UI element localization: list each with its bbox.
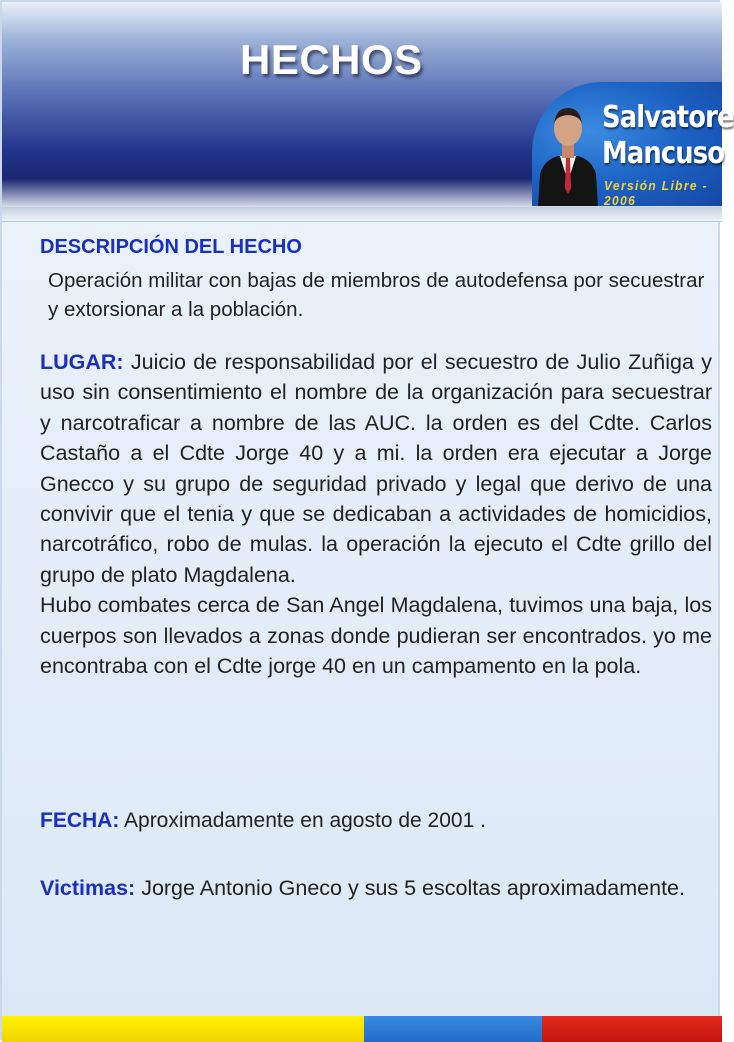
person-portrait-icon [536,96,600,206]
logo-subtitle: Versión Libre - 2006 [604,178,709,208]
logo-name-last: Mancuso [602,136,725,171]
salvatore-mancuso-logo [532,82,734,208]
fecha-text: Aproximadamente en agosto de 2001 . [119,809,486,832]
lugar-section [40,347,712,681]
page-title: HECHOS [240,36,423,83]
footer-red-band [542,1016,722,1042]
header-divider [2,207,722,222]
footer-flag-bar [2,1016,722,1042]
logo-name-first: Salvatore [602,100,734,135]
footer-blue-band [364,1016,542,1042]
description-heading: DESCRIPCIÓN DEL HECHO [40,236,302,258]
lugar-label: LUGAR: [40,350,124,374]
lugar-paragraph-2: Hubo combates cerca de San Angel Magdalena, tuvimos una baja, los cuerpos son llevados a zonas donde pudieran ser encontrados. yo me encontraba con el Cdte jorge 40 en un campamento en la pola. [40,593,712,679]
footer-yellow-band [2,1016,364,1042]
victimas-text: Jorge Antonio Gneco y sus 5 escoltas aproximadamente. [135,876,685,900]
description-text: Operación militar con bajas de miembros de autodefensa por secuestrar y extorsionar a la población. [48,269,705,321]
victimas-label: Victimas: [40,876,136,900]
lugar-paragraph-1: Juicio de responsabilidad por el secuestro de Julio Zuñiga y uso sin consentimiento el nombre de la organización para secuestrar y narcotraficar a nombre de las AUC. la orden es del Cdte. Carlos Castaño a el Cdte Jorge 40 y a mi. la orden era ejecutar a Jorge Gnecco y su grupo de seguridad privado y legal que derivo de una convivir que el tenia y que se dedicaban a actividades de homicidios, narcotráfico, robo de mulas. la operación la ejecuto el Cdte grillo del grupo de plato Magdalena. [40,350,712,587]
fecha-label: FECHA: [40,809,120,832]
logo-background [532,82,734,208]
fecha-section [40,806,712,836]
victimas-section [40,873,712,903]
